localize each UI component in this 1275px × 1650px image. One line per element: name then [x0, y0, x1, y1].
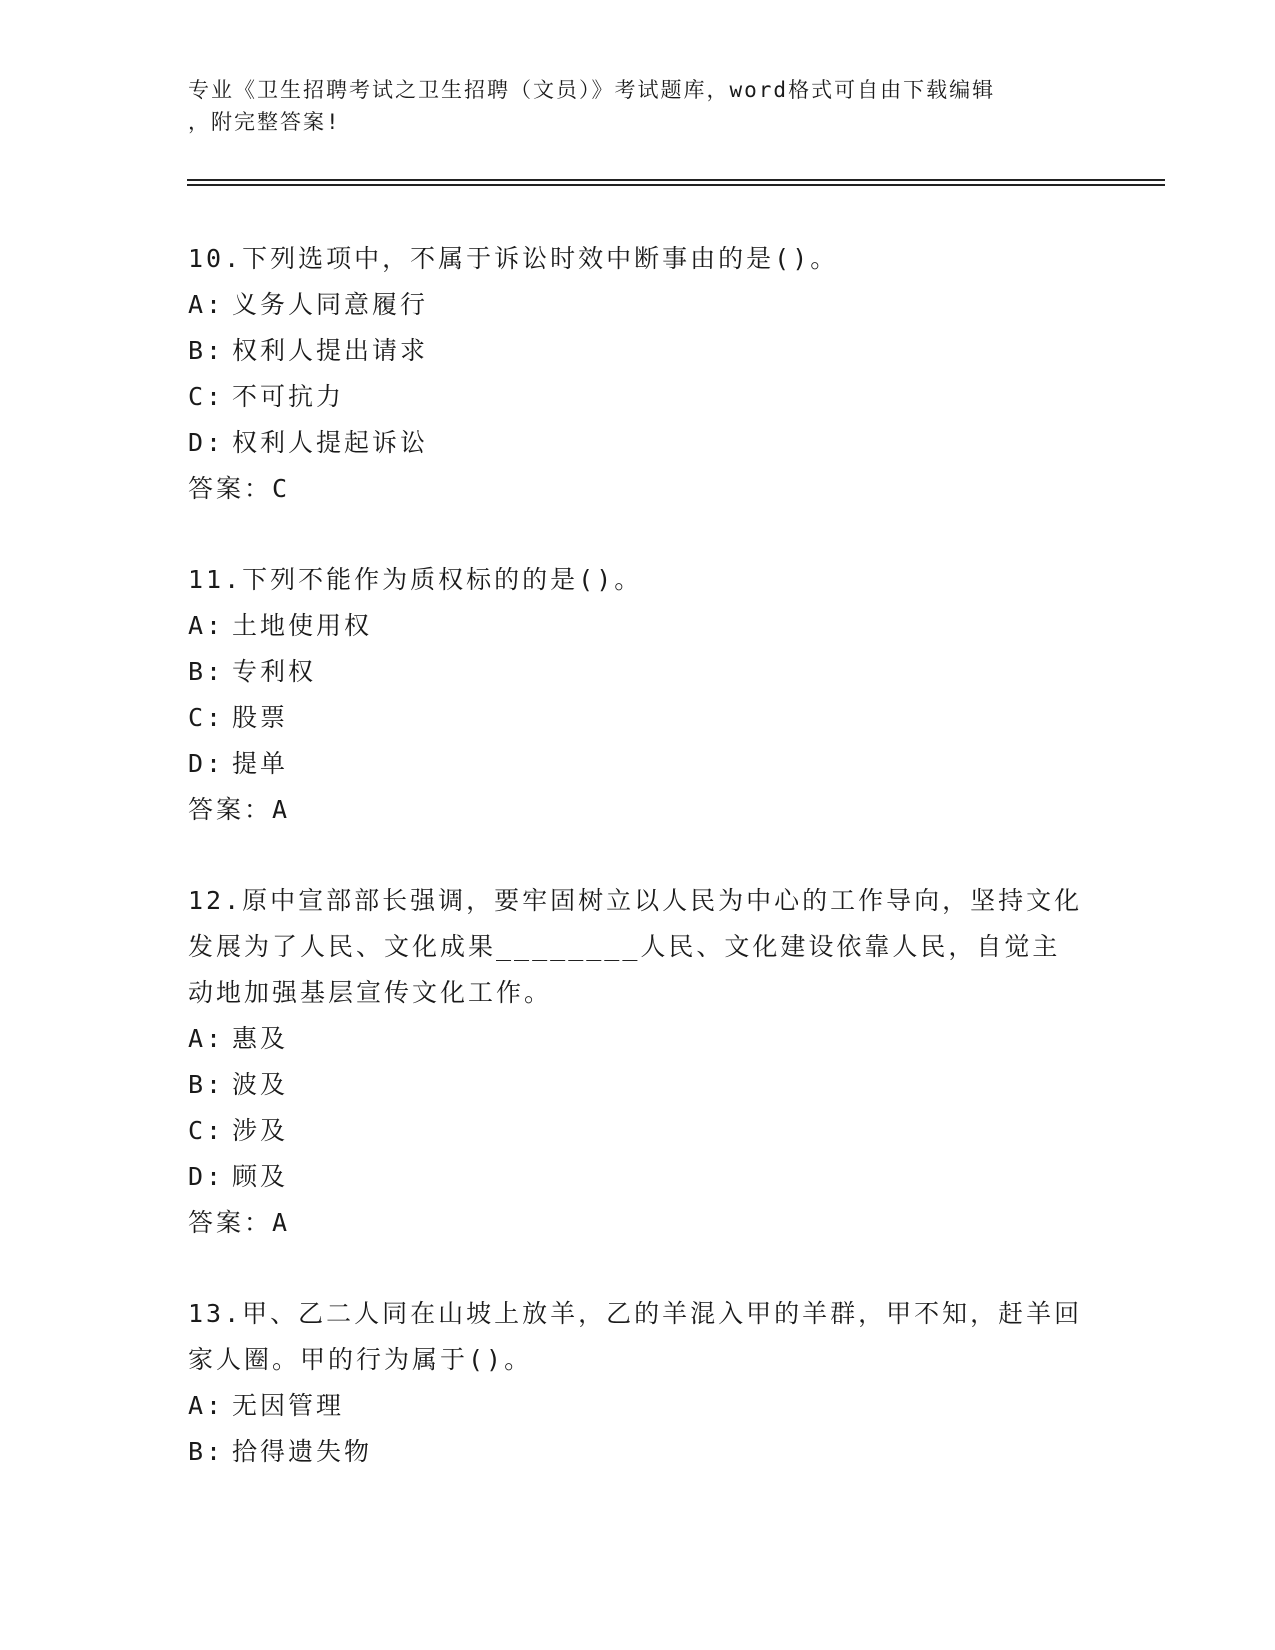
option-letter: B:: [188, 657, 225, 686]
option-text: 涉及: [232, 1116, 289, 1145]
option-letter: C:: [188, 1116, 225, 1145]
answer-label: 答案：: [188, 474, 273, 503]
answer-value: A: [272, 795, 291, 824]
option-d: [188, 1154, 1088, 1200]
answer-label: 答案：: [188, 1208, 273, 1237]
option-letter: B:: [188, 336, 225, 365]
answer-value: C: [272, 474, 291, 503]
option-c: [188, 374, 1088, 420]
option-letter: A:: [188, 1024, 225, 1053]
option-text: 土地使用权: [232, 611, 373, 640]
option-text: 惠及: [232, 1024, 289, 1053]
answer-line: [188, 1200, 1088, 1246]
question-10: [188, 236, 1088, 512]
option-letter: D:: [188, 749, 225, 778]
answer-value: A: [272, 1208, 291, 1237]
answer-line: [188, 466, 1088, 512]
header-divider-top: [187, 179, 1165, 181]
question-11: [188, 557, 1088, 833]
option-a: [188, 282, 1088, 328]
option-letter: A:: [188, 611, 225, 640]
header-line-2: ，附完整答案!: [188, 110, 341, 134]
question-stem: 10.下列选项中，不属于诉讼时效中断事由的是()。: [188, 244, 839, 273]
option-a: [188, 1383, 1088, 1429]
option-letter: B:: [188, 1437, 225, 1466]
question-13: [188, 1291, 1088, 1475]
option-text: 股票: [232, 703, 289, 732]
option-a: [188, 1016, 1088, 1062]
question-stem: 12.原中宣部部长强调，要牢固树立以人民为中心的工作导向，坚持文化发展为了人民、文化成果________人民、文化建设依靠人民，自觉主动地加强基层宣传文化工作。: [188, 886, 1083, 1007]
option-d: [188, 741, 1088, 787]
option-text: 拾得遗失物: [232, 1437, 373, 1466]
answer-label: 答案：: [188, 795, 273, 824]
option-text: 义务人同意履行: [232, 290, 429, 319]
option-a: [188, 603, 1088, 649]
option-b: [188, 328, 1088, 374]
option-d: [188, 420, 1088, 466]
question-stem: 13.甲、乙二人同在山坡上放羊，乙的羊混入甲的羊群，甲不知，赶羊回家人圈。甲的行为属于()。: [188, 1299, 1083, 1374]
header-line-1: 专业《卫生招聘考试之卫生招聘（文员）》考试题库，word格式可自由下载编辑: [188, 78, 996, 102]
option-letter: C:: [188, 382, 225, 411]
option-text: 权利人提出请求: [232, 336, 429, 365]
option-text: 提单: [232, 749, 289, 778]
question-stem: 11.下列不能作为质权标的的是()。: [188, 565, 643, 594]
option-c: [188, 1108, 1088, 1154]
option-text: 波及: [232, 1070, 289, 1099]
document-header: [188, 74, 1068, 138]
option-letter: A:: [188, 290, 225, 319]
option-letter: A:: [188, 1391, 225, 1420]
option-text: 不可抗力: [232, 382, 345, 411]
option-b: [188, 1429, 1088, 1475]
option-text: 顾及: [232, 1162, 289, 1191]
option-letter: D:: [188, 428, 225, 457]
option-b: [188, 1062, 1088, 1108]
option-text: 无因管理: [232, 1391, 345, 1420]
option-letter: D:: [188, 1162, 225, 1191]
header-divider-bottom: [187, 184, 1165, 186]
question-12: [188, 878, 1088, 1246]
answer-line: [188, 787, 1088, 833]
option-text: 专利权: [232, 657, 317, 686]
option-letter: B:: [188, 1070, 225, 1099]
option-text: 权利人提起诉讼: [232, 428, 429, 457]
option-c: [188, 695, 1088, 741]
option-b: [188, 649, 1088, 695]
option-letter: C:: [188, 703, 225, 732]
